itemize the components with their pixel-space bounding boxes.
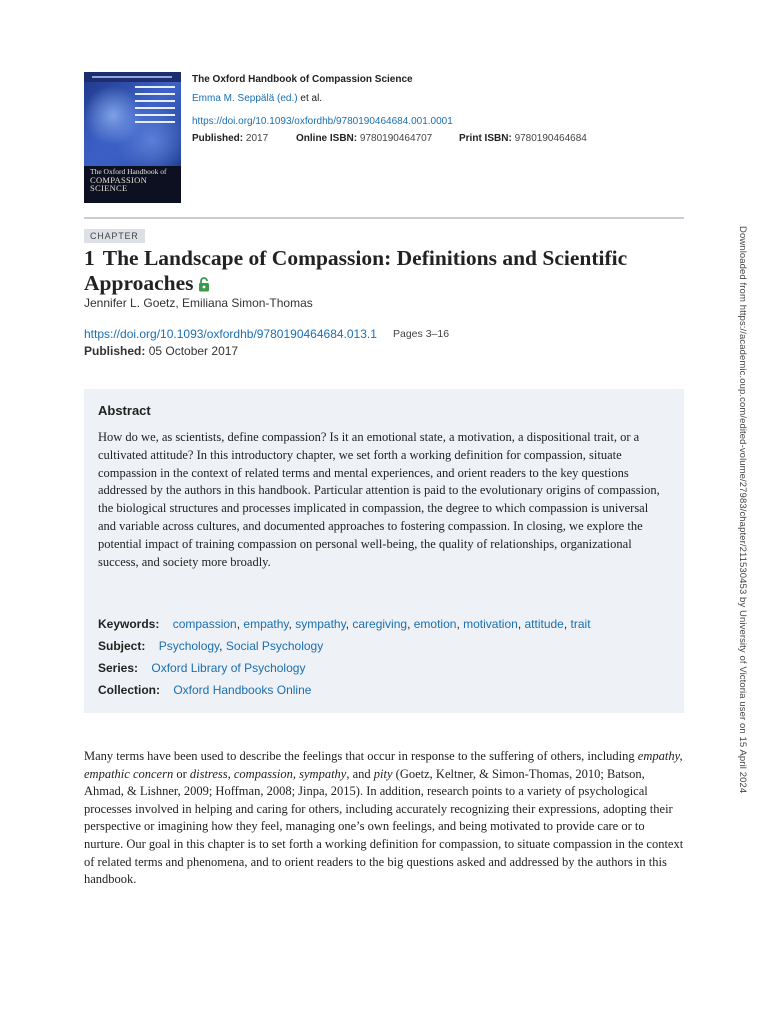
chapter-number: 1 (84, 246, 95, 270)
body-italic-term: distress, compassion, sympathy (189, 766, 347, 781)
body-text-segment: or (173, 766, 190, 781)
book-published-value: 2017 (245, 133, 269, 144)
cover-title-line3: SCIENCE (90, 183, 128, 193)
abstract-text: How do we, as scientists, define compassion? Is it an emotional state, a motivation, a dispositional trait, or a cultivated attitude? In this introductory chapter, we set forth a working definition for compassion, situate compassion in the context of related terms and mental experiences, and orient readers to the key questions addressed by the authors in this handbook. Particular attention is paid to the evolutionary origins of compassion, the biological structures and processes implicated in compassion, the degree to which compassion is universal and variable across cultures, and documented approaches to fostering compassion. In closing, we explore the potential impact of training compassion on personal well-being, the quality of relationships, organizational success, and society more broadly. (98, 430, 660, 569)
book-doi-link[interactable]: https://doi.org/10.1093/oxfordhb/9780190464684.001.0001 (192, 116, 453, 127)
body-italic-term: empathy, empathic concern (84, 749, 683, 781)
keyword-link[interactable]: caregiving (352, 617, 408, 631)
cover-editor-names (135, 86, 175, 128)
book-print-isbn (459, 132, 587, 146)
keyword-link[interactable]: trait (570, 617, 591, 631)
keyword-link[interactable]: compassion (172, 617, 237, 631)
online-isbn-value: 9780190464707 (359, 133, 433, 144)
book-title[interactable]: The Oxford Handbook of Compassion Science (192, 74, 413, 85)
keyword-link[interactable]: attitude (524, 617, 564, 631)
body-paragraph (84, 748, 684, 889)
keyword-link[interactable]: empathy (243, 617, 289, 631)
body-text-segment: Many terms have been used to describe the feelings that occur in response to the suffering of others, including (84, 749, 638, 763)
chapter-published (84, 344, 238, 358)
abstract-heading: Abstract (98, 403, 151, 418)
chapter-pages: Pages 3–16 (393, 328, 450, 340)
keyword-link[interactable]: motivation (463, 617, 518, 631)
open-access-lock-icon (198, 273, 210, 298)
download-watermark (736, 226, 750, 796)
print-isbn-value: 9780190464684 (514, 133, 587, 144)
chapter-title-text: The Landscape of Compassion: Definitions and Scientific Approaches (84, 246, 628, 295)
chapter-title (84, 246, 684, 298)
collection-link[interactable]: Oxford Handbooks Online (173, 683, 312, 697)
subject-row: Subject: Psychology, Social Psychology (98, 639, 324, 653)
print-isbn-label: Print ISBN: (459, 133, 512, 144)
subject-label: Subject: (98, 639, 146, 653)
body-text-segment: (Goetz, Keltner, & Simon-Thomas, 2010; Batson, Ahmad, & Lishner, 2009; Hoffman, 2008; Jinpa, 2015). In addition, research points to a variety of psychological processes involved in helping and caring for others, including accurately recognizing their expressions, adopting their perspective or imagining how they feel, managing one’s own feelings, and being motivated to provide care or to nurture. Our goal in this chapter is to set forth a working definition for compassion, to situate compassion in the context of related terms and phenomena, and to orient readers to the big questions asked and addressed by the authors in this handbook. (84, 766, 684, 887)
editor-link[interactable]: Emma M. Seppälä (ed.) (192, 93, 298, 104)
cover-title-line2: COMPASSION (90, 175, 148, 185)
subject-link[interactable]: Social Psychology (225, 639, 324, 653)
collection-label: Collection: (98, 683, 160, 697)
chapter-tag: CHAPTER (84, 229, 145, 243)
series-label: Series: (98, 661, 139, 675)
collection-row (98, 683, 311, 697)
keyword-link[interactable]: sympathy (295, 617, 346, 631)
body-italic-term: pity (373, 766, 393, 781)
book-doi (192, 115, 453, 129)
book-editors (192, 92, 322, 106)
chapter-doi-link[interactable]: https://doi.org/10.1093/oxfordhb/9780190464684.013.1 (84, 327, 377, 341)
chapter-authors: Jennifer L. Goetz, Emiliana Simon-Thomas (84, 296, 313, 310)
body-text-segment: , and (346, 766, 374, 781)
online-isbn-label: Online ISBN: (296, 133, 358, 144)
download-note-text: Downloaded from https://academic.oup.com/edited-volume/27983/chapter/211530453 by University of Victoria user on 15 April 2024 (737, 226, 748, 794)
book-cover-image[interactable] (84, 72, 181, 203)
cover-title (90, 168, 166, 192)
series-link[interactable]: Oxford Library of Psychology (151, 661, 306, 675)
keywords-label: Keywords: (98, 617, 160, 631)
book-published-label: Published: (192, 133, 244, 144)
chapter-published-value: 05 October 2017 (148, 344, 239, 358)
book-online-isbn (296, 132, 432, 146)
keywords-row: Keywords: compassion, empathy, sympathy, caregiving, emotion, motivation, attitude, trait (98, 617, 591, 631)
abstract-box (84, 389, 684, 713)
keyword-link[interactable]: emotion (413, 617, 457, 631)
cover-series-band (84, 72, 181, 82)
chapter-published-label: Published: (84, 344, 146, 358)
subject-link[interactable]: Psychology (158, 639, 220, 653)
cover-title-line1: The Oxford Handbook of (90, 167, 167, 176)
book-published (192, 132, 268, 146)
section-divider (84, 217, 684, 219)
series-row (98, 661, 305, 675)
editors-suffix: et al. (300, 93, 323, 104)
